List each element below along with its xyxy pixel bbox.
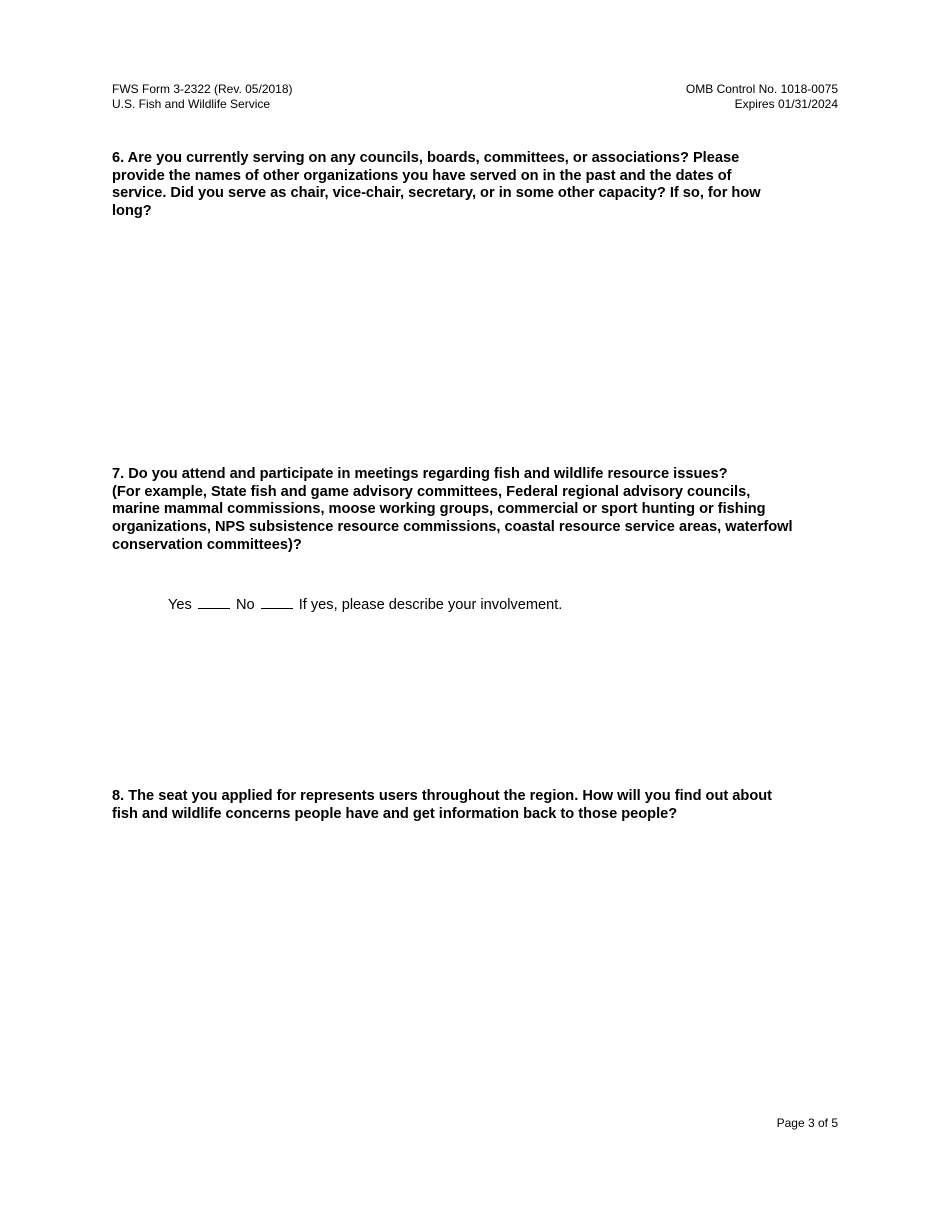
no-label: No (235, 597, 255, 613)
omb-control-number: OMB Control No. 1018-0075 (685, 82, 838, 96)
yes-blank-field[interactable] (198, 594, 230, 609)
question-7-line: (For example, State fish and game advisory committees, Federal regional advisory councils, (112, 483, 751, 500)
question-8-line: fish and wildlife concerns people have and get information back to those people? (112, 805, 678, 822)
question-6-line: long? (112, 203, 152, 220)
yes-label: Yes (168, 597, 192, 613)
question-6-line: service. Did you serve as chair, vice-chair, secretary, or in some other capacity? If so, for how (112, 185, 761, 202)
question-7-line: marine mammal commissions, moose working groups, commercial or sport hunting or fishing (112, 501, 766, 518)
question-6 (112, 150, 842, 221)
expiration-date: Expires 01/31/2024 (734, 97, 838, 111)
follow-up-prompt: If yes, please describe your involvement. (298, 597, 563, 613)
question-8 (112, 788, 842, 823)
question-7-line: organizations, NPS subsistence resource commissions, coastal resource service areas, waterfowl (112, 519, 793, 536)
question-7-yes-no (168, 594, 562, 614)
form-header-left (112, 82, 293, 112)
form-number: FWS Form 3-2322 (Rev. 05/2018) (112, 82, 293, 96)
question-7-line: 7. Do you attend and participate in meetings regarding fish and wildlife resource issues? (112, 466, 728, 482)
question-7-line: conservation committees)? (112, 536, 302, 553)
agency-name: U.S. Fish and Wildlife Service (112, 97, 271, 111)
question-6-line: 6. Are you currently serving on any councils, boards, committees, or associations? Please (112, 150, 740, 166)
question-7 (112, 466, 842, 555)
question-6-line: provide the names of other organizations you have served on in the past and the dates of (112, 167, 732, 184)
form-header-right (686, 82, 838, 112)
page-number: Page 3 of 5 (776, 1116, 838, 1130)
no-blank-field[interactable] (261, 594, 293, 609)
question-8-line: 8. The seat you applied for represents users throughout the region. How will you find out about (112, 788, 773, 804)
